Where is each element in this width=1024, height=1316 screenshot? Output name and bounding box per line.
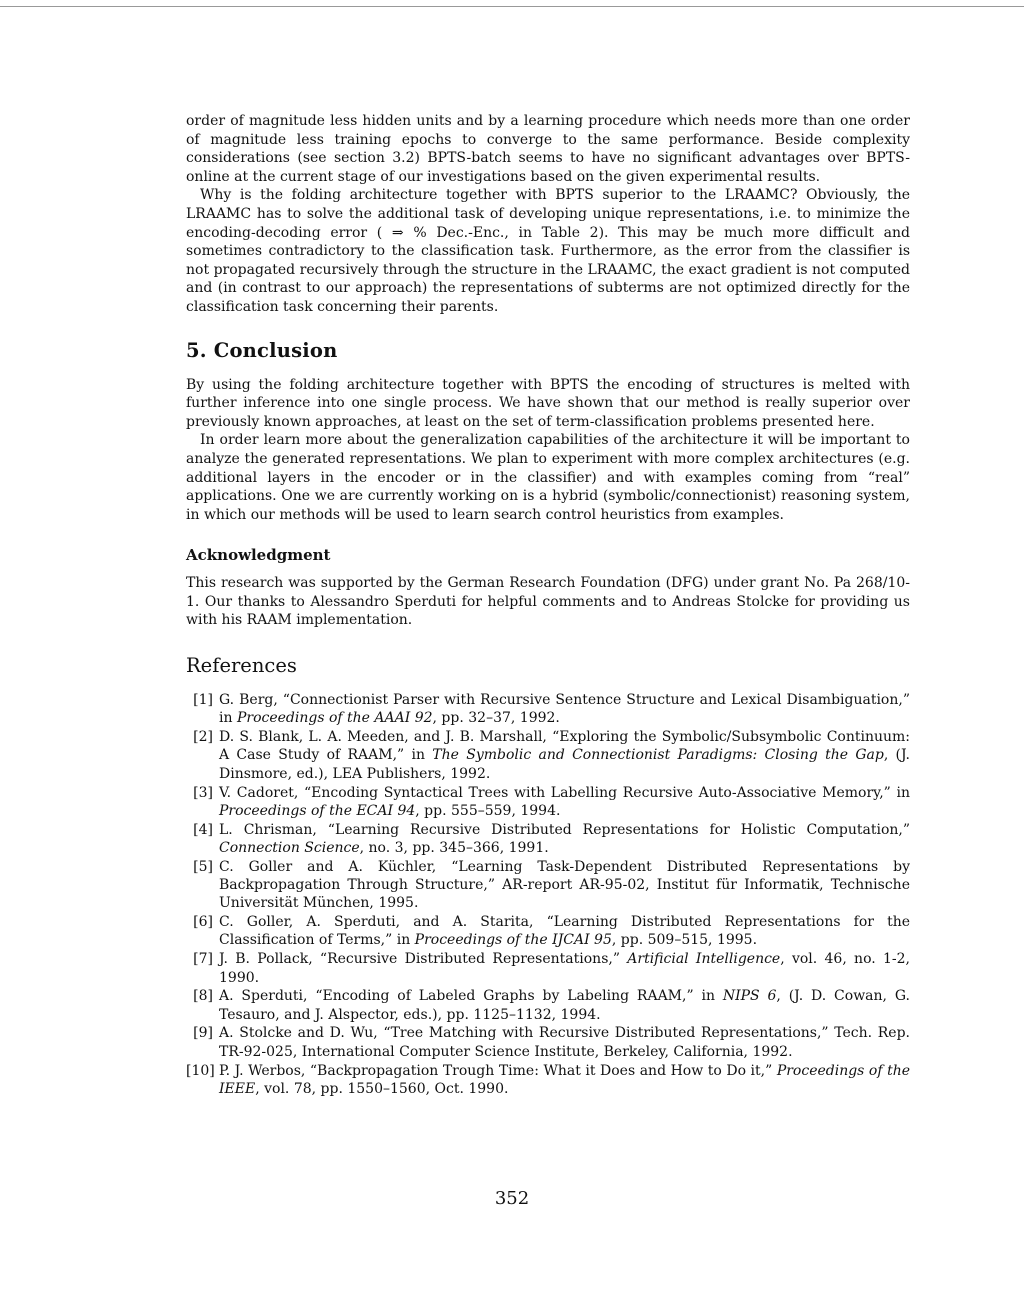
reference-venue: The Symbolic and Connectionist Paradigms: Closing the Gap: [432, 747, 884, 764]
reference-text: C. Goller, A. Sperduti, and A. Starita, “Learning Distributed Representations for the Classification of Terms,” in: [219, 914, 910, 949]
acknowledgment-heading: Acknowledgment: [186, 546, 331, 565]
reference-number: [9]: [193, 1025, 213, 1042]
reference-item: [186, 950, 910, 987]
reference-text: P. J. Werbos, “Backpropagation Trough Time: What it Does and How to Do it,”: [219, 1062, 777, 1079]
reference-text: V. Cadoret, “Encoding Syntactical Trees with Labelling Recursive Auto-Associative Memory,” in: [219, 784, 910, 801]
reference-number: [5]: [193, 858, 213, 875]
reference-number: [7]: [193, 951, 213, 968]
reference-venue: Proceedings of the IJCAI 95: [414, 932, 612, 949]
reference-venue: Proceedings of the ECAI 94: [219, 802, 416, 819]
reference-text: , no. 3, pp. 345–366, 1991.: [359, 839, 549, 856]
page-content: [186, 112, 910, 1099]
reference-venue: Connection Science: [219, 839, 360, 856]
references-heading: References: [186, 654, 297, 678]
reference-number: [2]: [193, 729, 213, 746]
reference-item: [186, 987, 910, 1024]
reference-number: [10]: [186, 1062, 215, 1079]
reference-item: [186, 1024, 910, 1061]
reference-list: [186, 691, 910, 1098]
reference-venue: Proceedings of the IEEE: [219, 1062, 910, 1097]
page-number: 352: [494, 1188, 530, 1209]
reference-text: L. Chrisman, “Learning Recursive Distributed Representations for Holistic Computation,”: [219, 821, 910, 838]
reference-text: , pp. 509–515, 1995.: [611, 932, 758, 949]
reference-text: , (J. Dinsmore, ed.), LEA Publishers, 1992.: [219, 747, 910, 782]
reference-item: [186, 691, 910, 728]
reference-text: , pp. 555–559, 1994.: [415, 802, 561, 819]
reference-text: , (J. D. Cowan, G. Tesauro, and J. Alspector, eds.), pp. 1125–1132, 1994.: [219, 988, 910, 1023]
reference-text: , pp. 32–37, 1992.: [432, 710, 560, 727]
reference-text: A. Stolcke and D. Wu, “Tree Matching with Recursive Distributed Representations,” Tech. Rep. TR-92-025, International Computer Science Institute, Berkeley, California, 1992.: [219, 1025, 910, 1060]
reference-text: J. B. Pollack, “Recursive Distributed Representations,”: [219, 951, 628, 968]
reference-item: [186, 821, 910, 858]
reference-text: D. S. Blank, L. A. Meeden, and J. B. Marshall, “Exploring the Symbolic/Subsymbolic Continuum: A Case Study of RAAM,” in: [219, 729, 910, 764]
conclusion-paragraph: In order learn more about the generalization capabilities of the architecture it will be important to analyze the generated representations. We plan to experiment with more complex architectures (e.g. additional layers in the encoder or in the classifier) and with examples coming from “real” applications. One we are currently working on is a hybrid (symbolic/connectionist) reasoning system, in which our methods will be used to learn search control heuristics from examples.: [186, 432, 910, 523]
reference-text: G. Berg, “Connectionist Parser with Recursive Sentence Structure and Lexical Disambiguation,” in: [219, 692, 910, 727]
reference-text: A. Sperduti, “Encoding of Labeled Graphs by Labeling RAAM,” in: [219, 988, 723, 1005]
reference-venue: Proceedings of the AAAI 92: [236, 710, 433, 727]
reference-number: [3]: [193, 784, 213, 801]
reference-venue: NIPS 6: [722, 988, 777, 1005]
reference-item: [186, 784, 910, 821]
section-heading-conclusion: 5. Conclusion: [186, 338, 338, 362]
reference-number: [8]: [193, 988, 213, 1005]
reference-item: [186, 728, 910, 783]
reference-text: C. Goller and A. Küchler, “Learning Task-Dependent Distributed Representations by Backpropagation Through Structure,” AR-report AR-95-02, Institut für Informatik, Technische Universität München, 1995.: [219, 858, 910, 912]
body-paragraph: Why is the folding architecture together with BPTS superior to the LRAAMC? Obviously, the LRAAMC has to solve the additional task of developing unique representations, i.e. to minimize the encoding-decoding error ( ⇒ % Dec.-Enc., in Table 2). This may be much more difficult and sometimes contradictory to the classification task. Furthermore, as the error from the classifier is not propagated recursively through the structure in the LRAAMC, the exact gradient is not computed and (in contrast to our approach) the representations of subterms are not optimized directly for the classification task concerning their parents.: [186, 187, 910, 315]
reference-item: [186, 913, 910, 950]
reference-venue: Artificial Intelligence: [627, 951, 781, 968]
acknowledgment-text: This research was supported by the German Research Foundation (DFG) under grant No. Pa 268/10-1. Our thanks to Alessandro Sperduti for helpful comments and to Andreas Stolcke for providing us with his RAAM implementation.: [186, 575, 910, 629]
body-paragraph: order of magnitude less hidden units and by a learning procedure which needs more than one order of magnitude less training epochs to converge to the same performance. Beside complexity considerations (see section 3.2) BPTS-batch seems to have no significant advantages over BPTS-online at the current stage of our investigations based on the given experimental results.: [186, 113, 910, 185]
reference-number: [4]: [193, 821, 213, 838]
reference-item: [186, 1062, 910, 1099]
reference-number: [1]: [193, 692, 213, 709]
reference-text: , vol. 78, pp. 1550–1560, Oct. 1990.: [255, 1080, 509, 1097]
reference-number: [6]: [193, 914, 213, 931]
conclusion-paragraph: By using the folding architecture together with BPTS the encoding of structures is melted with further inference into one single process. We have shown that our method is really superior over previously known approaches, at least on the set of term-classification problems presented here.: [186, 376, 910, 430]
reference-text: , vol. 46, no. 1-2, 1990.: [219, 951, 910, 986]
reference-item: [186, 858, 910, 913]
top-rule: [0, 6, 1024, 7]
